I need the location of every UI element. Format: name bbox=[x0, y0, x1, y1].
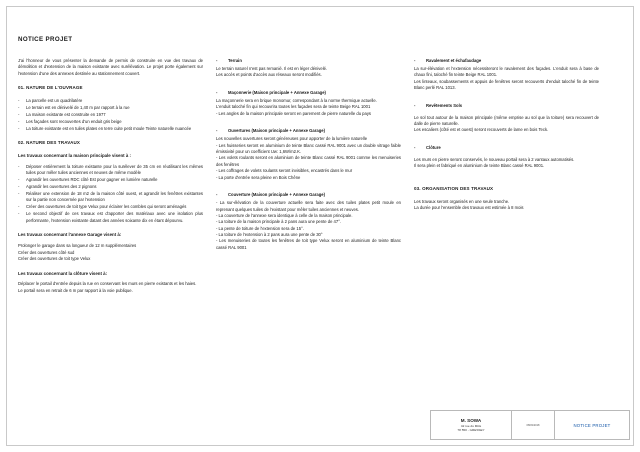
sheet-title: NOTICE PROJET bbox=[573, 422, 611, 428]
block-revetements-sols bbox=[414, 103, 599, 134]
block-couverture bbox=[216, 192, 401, 251]
block-line: Il sera plein et fabriqué en aluminium de teinte Blanc cassé RAL 9001. bbox=[414, 163, 545, 169]
block-heading-text: Ouvertures (Maison principale + Annexe Garage) bbox=[228, 128, 326, 134]
block-line: Les travaux seront organisés en une seule tranche. bbox=[414, 199, 510, 204]
dash-marker: - bbox=[18, 104, 20, 110]
list-item: Créer des ouvertures de toit type Velux bbox=[18, 255, 91, 261]
block-line: - La toiture de l'extension à 2 pans aura une pente de 30° bbox=[216, 232, 323, 238]
list-item bbox=[18, 126, 203, 132]
section-heading-nature-travaux: 02. NATURE DES TRAVAUX bbox=[18, 140, 81, 146]
owner-address-line-2: 78 550 - GRESSEY bbox=[457, 428, 485, 433]
maison-principale-list bbox=[18, 164, 203, 224]
block-ouvertures bbox=[216, 128, 401, 181]
block-heading bbox=[216, 58, 401, 64]
list-item bbox=[18, 105, 203, 111]
cloture-extra-line: Le portail sera en retrait de 6 m par rapport à la voie publique. bbox=[18, 287, 133, 293]
spacer bbox=[414, 174, 599, 178]
document-date: 08/03/2018 bbox=[526, 423, 540, 427]
cloture-list bbox=[18, 281, 203, 294]
dash-marker: - bbox=[18, 211, 20, 217]
block-heading bbox=[216, 192, 401, 198]
section-heading-nature-ouvrage: 01. NATURE DE L'OUVRAGE bbox=[18, 85, 83, 91]
section1-list bbox=[18, 98, 203, 132]
dash-marker: - bbox=[18, 97, 20, 103]
list-item-text: Déposer entièrement la toiture existante pour la surélever de 35 cm en réutilisant les mêmes tuiles pour mêler tuiles anciennes et neuves de même modèle bbox=[26, 163, 203, 176]
list-item-text: Les façades sont recouvertes d'un enduit gris beige bbox=[26, 118, 122, 124]
dash-marker: - bbox=[18, 163, 20, 169]
subheading-maison-principale: Les travaux concernant la maison principale visent à : bbox=[18, 153, 131, 159]
block-heading-text: Ravalement et échafaudage bbox=[426, 58, 482, 63]
block-line: Le terrain naturel n'est pas remanié. Il est en léger dénivelé. bbox=[216, 65, 328, 71]
block-heading-text: Couverture (Maison principale + Annexe Garage) bbox=[228, 192, 325, 198]
list-item bbox=[18, 177, 203, 183]
dash-marker: - bbox=[18, 191, 20, 196]
content-columns bbox=[18, 58, 622, 298]
dash-marker: - bbox=[414, 145, 416, 151]
block-line: - Les menuiseries de toutes les fenêtres de toit type Velux seront en aluminium de teinte Blanc cassé RAL 9001 bbox=[216, 238, 401, 250]
block-heading bbox=[216, 128, 401, 134]
list-item-text: Le terrain est en dénivelé de 1,40 m par rapport à la rue bbox=[26, 104, 130, 110]
dash-marker: - bbox=[216, 192, 218, 198]
dash-marker: - bbox=[18, 118, 20, 124]
list-item bbox=[18, 119, 203, 125]
list-item-text: La parcelle est un quadrilatère bbox=[26, 97, 83, 103]
block-line: Le sol tout autour de la maison principale (même emprise au sol que la toiture) sera recouvert de dalle de pierre naturelle. bbox=[414, 114, 599, 127]
title-block-owner bbox=[431, 411, 512, 439]
block-heading-text: Maçonnerie (Maison principale + Annexe Garage) bbox=[228, 90, 326, 96]
list-item-text: La maison existante est construite en 1977 bbox=[26, 111, 106, 117]
page-title: NOTICE PROJET bbox=[18, 36, 73, 43]
block-heading bbox=[414, 145, 599, 151]
list-item bbox=[18, 164, 203, 177]
list-item-text: La toiture existante est en tuiles plates en terre cuite petit moule Teinte naturelle nuancée bbox=[26, 125, 192, 131]
spacer bbox=[216, 121, 401, 128]
block-line: - Les volets roulants seront en aluminium de teinte Blanc cassé RAL 9001 comme les menuiseries des fenêtres bbox=[216, 155, 401, 167]
block-heading-text: Revêtements Sols bbox=[426, 102, 463, 108]
title-block-date bbox=[512, 411, 555, 439]
block-line: La maçonnerie sera en brique monomur, correspondant à la norme thermique actuelle. bbox=[216, 97, 377, 103]
list-item bbox=[18, 191, 203, 204]
block-line: - La sur-élévation de la couverture actuelle sera faite avec des tuiles plates petit moule en reprenant quelques tuiles de l'existant pour mêler tuiles anciennes et neuves. bbox=[216, 200, 401, 212]
column-1 bbox=[18, 58, 203, 298]
organisation-travaux-lines bbox=[414, 199, 599, 212]
list-item-text: Agrandir les ouvertures des 2 pignons bbox=[26, 184, 97, 190]
spacer bbox=[414, 96, 599, 103]
block-terrain bbox=[216, 58, 401, 79]
list-item bbox=[18, 112, 203, 118]
block-heading bbox=[216, 90, 401, 96]
dash-marker: - bbox=[216, 128, 218, 134]
dash-marker: - bbox=[18, 125, 20, 131]
intro-paragraph: J'ai l'honneur de vous présenter la demande de permis de construire en vue des travaux de démolition et d'extension de la maison existante avec surélévation. Le projet porte également sur l'extension d'une des annexes destinée au stationnement couvert. bbox=[18, 58, 203, 76]
owner-name: M. SOWA bbox=[460, 417, 482, 423]
block-heading bbox=[414, 58, 599, 64]
block-line: - Les coffrages de volets roulants seront invisibles, encastrés dans le mur bbox=[216, 168, 353, 174]
block-line: Les accès et points d'accès aux réseaux seront modifiés. bbox=[216, 72, 322, 78]
subheading-cloture: Les travaux concernant la clôture visent à: bbox=[18, 270, 108, 276]
spacer bbox=[414, 138, 599, 145]
section-heading-organisation-travaux: 03. ORGANISATION DES TRAVAUX bbox=[414, 186, 494, 192]
list-item-text: Créer des ouvertures de toit type Velux pour éclairer les combles qui seront aménagés bbox=[26, 204, 187, 210]
block-line: La durée pour l'ensemble des travaux est estimée à 8 mois bbox=[414, 205, 524, 211]
dash-marker: - bbox=[18, 177, 20, 183]
list-item-text: Le second objectif de ces travaux est d'apporter des matériaux avec une isolation plus performante, l'extension existante datant des années soixante dix en étant dépourvu. bbox=[26, 211, 203, 223]
block-line: - Les huisseries seront en aluminium de teinte Blanc cassé RAL 9001 avec un double vitrage faible émissivité pour un coefficient Uw: 1,6W/m2.K. bbox=[216, 142, 401, 155]
block-cloture bbox=[414, 145, 599, 170]
block-ravalement bbox=[414, 58, 599, 91]
list-item: Déplacer le portail d'entrée depuis la rue en conservant les murs en pierre existants et les haies. bbox=[18, 281, 197, 287]
block-line: - La porte d'entrée sera pleine en Bois Chêne bbox=[216, 174, 301, 180]
column-3 bbox=[414, 58, 599, 298]
dash-marker: - bbox=[414, 58, 416, 63]
list-item bbox=[18, 211, 203, 224]
list-item: Créer des ouvertures côté sud bbox=[18, 249, 75, 255]
subheading-annexe-garage: Les travaux concernant l'annexe Garage visent à: bbox=[18, 232, 122, 238]
spacer bbox=[216, 185, 401, 192]
spacer bbox=[216, 83, 401, 90]
dash-marker: - bbox=[216, 90, 218, 96]
owner-address-line-1: 42 rue du Mitis bbox=[460, 424, 482, 429]
block-line: Les nouvelles ouvertures seront généreuses pour apporter de la lumière naturelle bbox=[216, 136, 368, 142]
block-line: - Les angles de la maison principale seront en parement de pierre naturelle du pays bbox=[216, 110, 372, 116]
block-line: Les murs en pierre seront conservés, le nouveau portail sera à 2 vantaux automatisés. bbox=[414, 157, 575, 163]
dash-marker: - bbox=[18, 184, 20, 190]
block-line: Les escaliers (côté est et ouest) seront recouverts de lame en bois Teck. bbox=[414, 127, 549, 133]
dash-marker: - bbox=[18, 111, 20, 117]
list-item: Prolonger le garage dans sa longueur de 12 m supplémentaires bbox=[18, 243, 137, 249]
list-item-text: Réaliser une extension de 18 m2 de la maison côté ouest, et agrandir les fenêtres existantes sur la partie non concernée par l'extension bbox=[26, 191, 203, 203]
column-2 bbox=[216, 58, 401, 298]
block-maconnerie bbox=[216, 90, 401, 117]
list-item bbox=[18, 204, 203, 210]
block-line: - La couverture de l'annexe sera identique à celle de la maison principale. bbox=[216, 212, 353, 218]
block-line: - La pente de toiture de l'extension sera de 15°. bbox=[216, 225, 304, 231]
block-heading-text: Clôture bbox=[426, 145, 441, 151]
title-block bbox=[430, 410, 630, 440]
dash-marker: - bbox=[414, 102, 416, 108]
list-item-text: Agrandir les ouvertures RDC côté Est pour gagner en lumière naturelle bbox=[26, 177, 158, 183]
block-heading-text: Terrain bbox=[228, 58, 242, 63]
list-item bbox=[18, 184, 203, 190]
title-block-sheet-title bbox=[555, 411, 629, 439]
block-line: L'enduit taloché fin qui recouvrira toutes les façades sera de teinte Beige RAL 1001 bbox=[216, 104, 371, 110]
dash-marker: - bbox=[216, 58, 218, 63]
block-line: Les linteaux, soubassements et appuis de fenêtres seront recouverts d'enduit taloché fin de teinte Blanc perlé RAL 1013. bbox=[414, 78, 599, 90]
block-heading bbox=[414, 103, 599, 109]
dash-marker: - bbox=[18, 204, 20, 210]
block-line: La sur-élévation et l'extension nécessiteront le ravalement des façades. L'enduit sera à base de chaux fini, taloché fin teinte Beige RAL 1001. bbox=[414, 65, 599, 78]
annexe-garage-list bbox=[18, 243, 203, 262]
block-line: - La toiture de la maison principale à 2 pans aura une pente de 47°. bbox=[216, 219, 342, 225]
list-item bbox=[18, 98, 203, 104]
